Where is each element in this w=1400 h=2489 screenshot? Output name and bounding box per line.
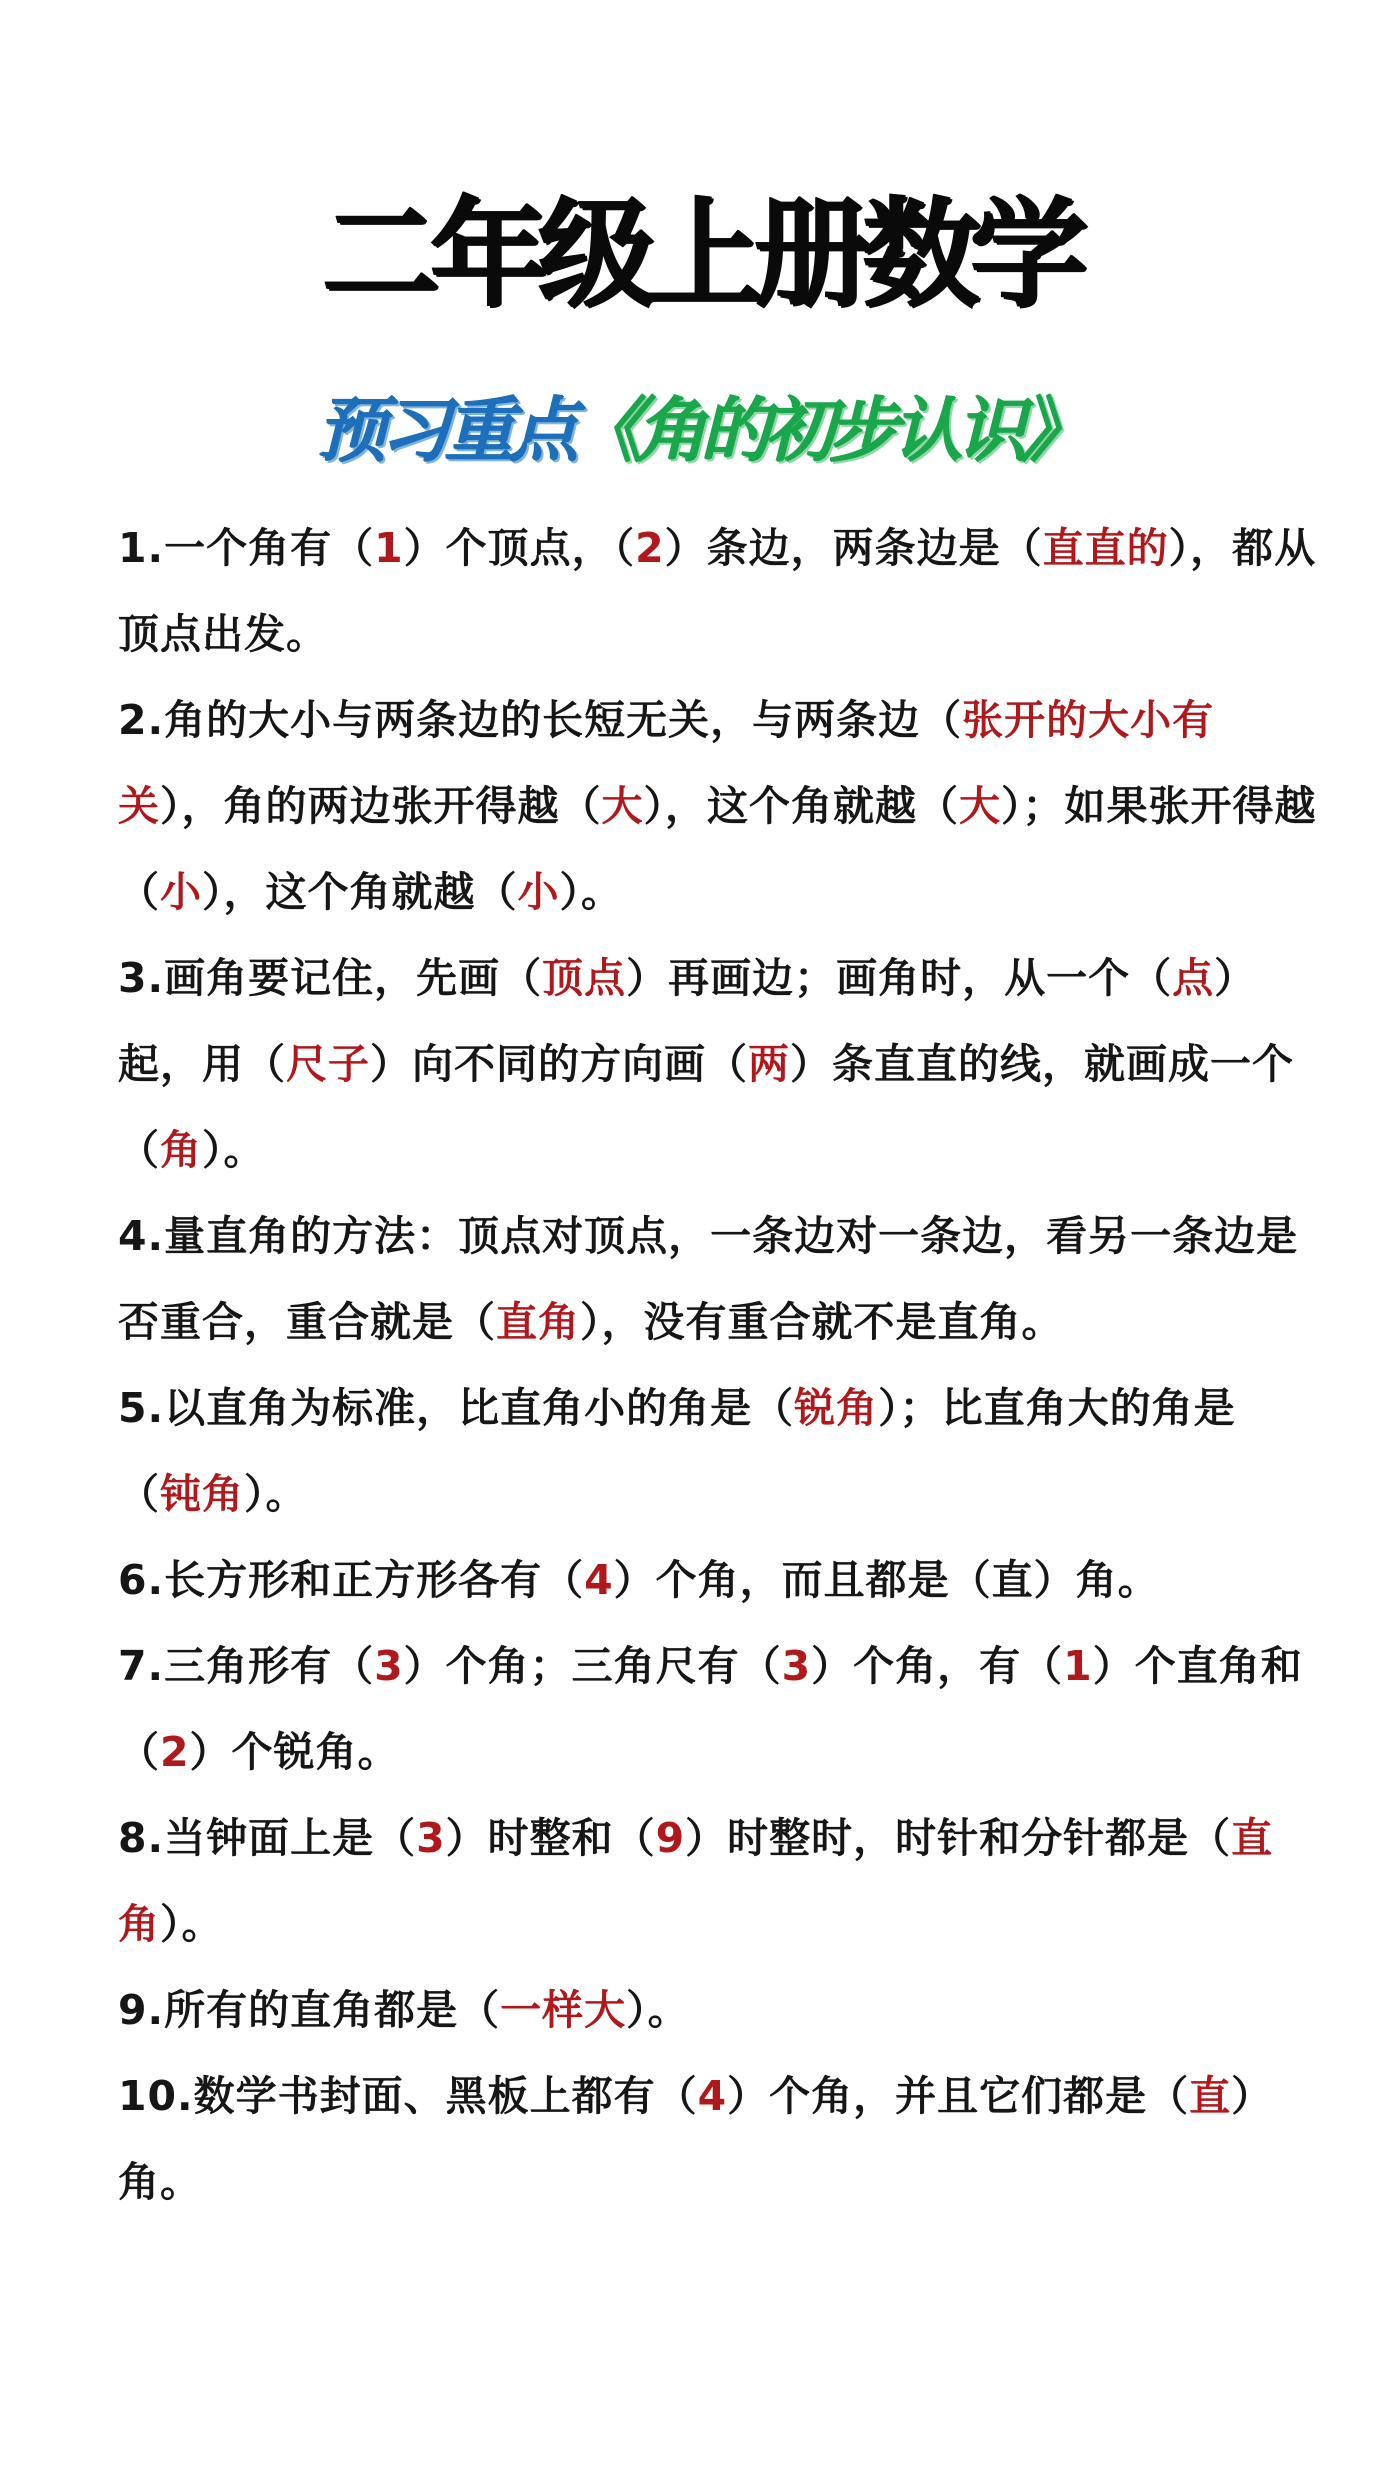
answer-text: 直角	[496, 1298, 580, 1346]
statement-text: ）个顶点，（	[403, 524, 636, 572]
knowledge-points-list	[118, 505, 1318, 2225]
answer-text: 直角	[118, 1814, 1274, 1948]
knowledge-point	[118, 505, 1318, 677]
knowledge-point	[118, 1967, 1318, 2053]
statement-text: ），这个角就越（	[202, 868, 518, 916]
statement-text: ）个锐角。	[189, 1728, 400, 1776]
statement-text: ），没有重合就不是直角。	[580, 1298, 1064, 1346]
statement-text: ）再画边；画角时，从一个（	[626, 954, 1173, 1002]
statement-text: ），角的两边张开得越（	[160, 782, 602, 830]
statement-text: ）时整和（	[445, 1814, 656, 1862]
knowledge-point	[118, 1795, 1318, 1967]
answer-text: 直直的	[1042, 524, 1169, 572]
statement-text: 10.数学书封面、黑板上都有（	[118, 2072, 698, 2120]
statement-text: ），都从顶点出发。	[118, 524, 1317, 658]
answer-text: 两	[748, 1040, 790, 1088]
knowledge-point	[118, 2053, 1318, 2225]
statement-text: ）。	[626, 1986, 690, 2034]
statement-text: ）条边，两条边是（	[664, 524, 1043, 572]
statement-text: ）向不同的方向画（	[370, 1040, 748, 1088]
document-subtitle	[0, 389, 1400, 471]
knowledge-point	[118, 1537, 1318, 1623]
answer-text: 尺子	[286, 1040, 370, 1088]
answer-text: 3	[374, 1642, 404, 1690]
subtitle-part-preview: 预习重点	[316, 389, 572, 471]
statement-text: ）；比直角大的角是（	[118, 1384, 1236, 1518]
knowledge-point	[118, 677, 1318, 935]
knowledge-point	[118, 1365, 1318, 1537]
knowledge-point	[118, 1623, 1318, 1795]
knowledge-point	[118, 935, 1318, 1193]
answer-text: 一样大	[500, 1986, 627, 2034]
answer-text: 9	[655, 1814, 686, 1862]
answer-text: 点	[1172, 954, 1215, 1002]
document-title: 二年级上册数学	[321, 185, 1078, 323]
statement-text: ）。	[160, 1900, 224, 1948]
statement-text: ）。	[202, 1126, 266, 1174]
answer-text: 锐角	[794, 1384, 879, 1432]
statement-text: ）角。	[118, 2072, 1274, 2206]
statement-text: ）。	[559, 868, 623, 916]
statement-text: ）时整时，时针和分针都是（	[685, 1814, 1232, 1862]
knowledge-point	[118, 1193, 1318, 1365]
statement-text: 2.角的大小与两条边的长短无关，与两条边（	[118, 696, 963, 744]
statement-text: ）条直直的线，就画成一个（	[118, 1040, 1294, 1174]
statement-text: ）起，用（	[118, 954, 1257, 1088]
statement-text: ）个角，并且它们都是（	[727, 2072, 1190, 2120]
statement-text: 4.量直角的方法：顶点对顶点，一条边对一条边，看另一条边是否重合，重合就是（	[118, 1212, 1299, 1346]
answer-text: 4	[584, 1556, 614, 1604]
answer-text: 1	[1063, 1642, 1093, 1690]
answer-text: 4	[697, 2072, 728, 2120]
statement-text: ）个角，有（	[811, 1642, 1064, 1690]
statement-text: 7.三角形有（	[118, 1642, 375, 1690]
statement-text: ）。	[244, 1470, 308, 1518]
statement-text: 3.画角要记住，先画（	[118, 954, 543, 1002]
statement-text: ）个角，而且都是（直）角。	[613, 1556, 1160, 1604]
statement-text: 8.当钟面上是（	[118, 1814, 417, 1862]
answer-text: 1	[374, 524, 404, 572]
answer-text: 顶点	[542, 954, 627, 1002]
answer-text: 钝角	[160, 1470, 244, 1518]
answer-text: 张开的大小有关	[118, 696, 1215, 830]
answer-text: 2	[160, 1728, 190, 1776]
statement-text: ）个角；三角尺有（	[403, 1642, 782, 1690]
statement-text: 5.以直角为标准，比直角小的角是（	[118, 1384, 795, 1432]
answer-text: 直	[1189, 2072, 1232, 2120]
answer-text: 角	[160, 1126, 202, 1174]
statement-text: 1.一个角有（	[118, 524, 375, 572]
answer-text: 小	[160, 868, 202, 916]
answer-text: 3	[416, 1814, 446, 1862]
answer-text: 大	[601, 782, 644, 830]
answer-text: 大	[959, 782, 1001, 830]
statement-text: ），这个角就越（	[643, 782, 959, 830]
statement-text: 9.所有的直角都是（	[118, 1986, 501, 2034]
answer-text: 3	[781, 1642, 812, 1690]
answer-text: 小	[517, 868, 560, 916]
statement-text: 6.长方形和正方形各有（	[118, 1556, 585, 1604]
subtitle-part-topic: 《角的初步认识》	[572, 389, 1084, 471]
statement-text: ）；如果张开得越（	[118, 782, 1317, 916]
answer-text: 2	[635, 524, 665, 572]
statement-text: ）个直角和（	[118, 1642, 1303, 1776]
